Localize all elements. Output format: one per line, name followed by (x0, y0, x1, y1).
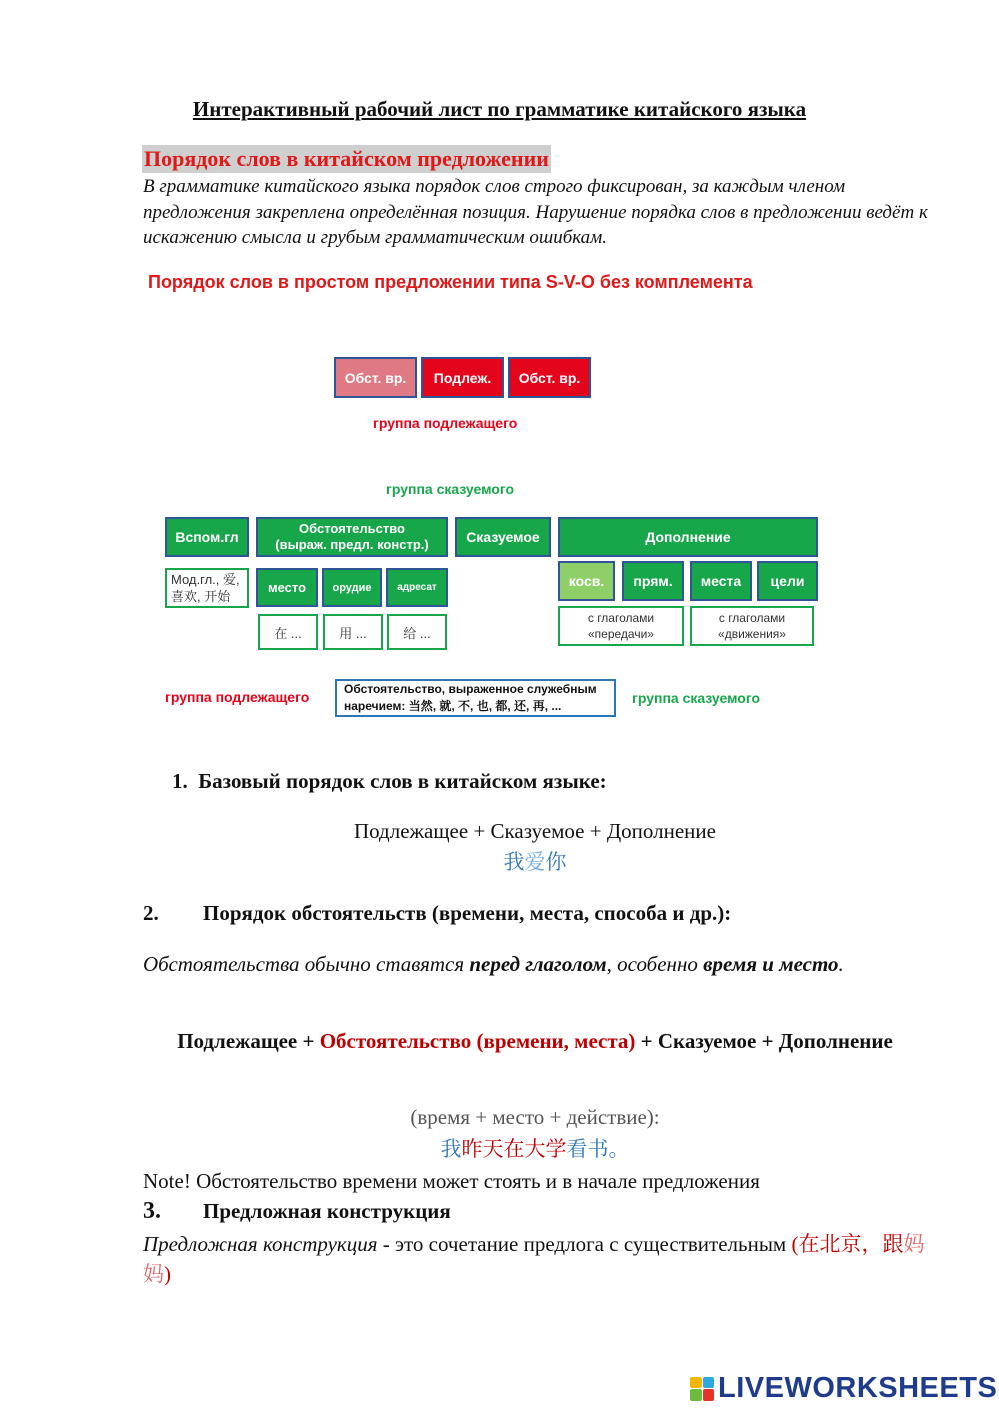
section-heading: Порядок слов в китайском предложении (144, 146, 549, 171)
item1-number: 1. (172, 769, 188, 793)
subject-box: Подлеж. (421, 357, 504, 398)
predicate-group-label: группа сказуемого (386, 481, 515, 497)
item1-example (0, 846, 999, 876)
object-place-box: места (690, 561, 752, 601)
item2-heading (143, 901, 731, 926)
object-indirect-box: косв. (558, 561, 615, 601)
intro-paragraph: В грамматике китайского языка порядок слов строго фиксирован, за каждым членом предложения закреплена определённая позиция. Нарушение порядка слов в предложении ведёт к искажению смысла и грубым грамматическим ошибкам. (143, 176, 928, 248)
note-text: Note! Обстоятельство времени может стоять и в начале предложения (143, 1169, 760, 1193)
object-box: Дополнение (558, 517, 818, 557)
adverbial-place-box: место (256, 568, 318, 607)
adverbial-addressee-example: 给 ... (387, 614, 447, 650)
item3-para-c: ( (791, 1232, 799, 1256)
item2-formula-a: Подлежащее + (177, 1029, 320, 1053)
adverbial-line1: Обстоятельство (299, 521, 405, 536)
adverbial-place-example: 在 ... (258, 614, 318, 650)
item3-paragraph (143, 1229, 933, 1289)
item1-heading-text: Базовый порядок слов в китайском языке: (198, 769, 607, 793)
aux-verb-examples (165, 568, 249, 608)
predicate-box: Сказуемое (455, 517, 551, 557)
item2-paragraph (143, 951, 927, 978)
item2-formula-c: + Сказуемое + Дополнение (635, 1029, 893, 1053)
object-direct-box: прям. (622, 561, 684, 601)
service-adverb-box (335, 679, 616, 717)
item2-formula-b: Обстоятельство (времени, места) (319, 1029, 636, 1053)
subject-group-label: группа подлежащего (373, 415, 518, 431)
item2-formula (143, 1028, 927, 1055)
item2-number: 2. (143, 901, 159, 925)
item1-formula: Подлежащее + Сказуемое + Дополнение (354, 819, 716, 843)
liveworksheets-logo (690, 1372, 997, 1405)
item2-para-b: перед глаголом (469, 952, 607, 976)
item3-para-a: Предложная конструкция (143, 1232, 378, 1256)
item3-para-d: 在北京，跟 (798, 1232, 904, 1256)
adverbial-instrument-box: орудие (322, 568, 382, 607)
example-subject: 我 (503, 850, 525, 874)
item3-para-e: 妈妈 (143, 1232, 925, 1286)
item2-heading-text: Порядок обстоятельств (времени, места, способа и др.): (203, 901, 732, 925)
item3-number: 3. (143, 1198, 161, 1224)
subject-time-adverbial-box-2: Обст. вр. (508, 357, 591, 398)
item3-heading (143, 1198, 451, 1225)
item2-para-d: время и место (703, 952, 839, 976)
item3-para-f: ) (164, 1262, 171, 1286)
adverbial-box (256, 517, 448, 557)
bottom-subject-group-label: группа подлежащего (165, 689, 310, 705)
item2-example-verb: 看书。 (566, 1137, 630, 1161)
aux-verb-examples-text: Мод.гл., 爱, 喜欢, 开始 (171, 572, 240, 604)
item2-example-subject: 我 (440, 1137, 462, 1161)
item3-heading-text: Предложная конструкция (203, 1199, 451, 1223)
example-verb: 爱 (524, 850, 546, 874)
adverbial-instrument-example: 用 ... (323, 614, 383, 650)
item2-sequence: (время + место + действие): (410, 1105, 660, 1129)
bottom-predicate-group-label: группа сказуемого (632, 690, 761, 706)
item2-example-adverbial: 昨天在大学 (461, 1137, 567, 1161)
aux-verb-box: Вспом.гл (165, 517, 249, 557)
diagram-title: Порядок слов в простом предложении типа S-V-O без комплемента (148, 272, 753, 292)
item1-heading (172, 769, 607, 794)
service-adverb-line2: наречием: 当然, 就, 不, 也, 都, 还, 再, ... (344, 699, 562, 713)
item2-para-c: , особенно (606, 952, 704, 976)
item2-example (0, 1133, 999, 1163)
liveworksheets-logo-icon (690, 1377, 714, 1401)
adverbial-line2: (выраж. предл. констр.) (275, 537, 429, 552)
object-note-motion: с глаголами «движения» (690, 606, 814, 646)
item2-para-a: Обстоятельства обычно ставятся (143, 952, 470, 976)
service-adverb-line1: Обстоятельство, выраженное служебным (344, 682, 597, 696)
subject-time-adverbial-box: Обст. вр. (334, 357, 417, 398)
adverbial-addressee-box: адресат (386, 568, 448, 607)
worksheet-title: Интерактивный рабочий лист по грамматике китайского языка (192, 97, 807, 121)
object-note-transfer: с глаголами «передачи» (558, 606, 684, 646)
logo-text: LIVEWORKSHEETS (718, 1372, 998, 1404)
example-object: 你 (545, 850, 567, 874)
object-goal-box: цели (757, 561, 818, 601)
item3-para-b: - это сочетание предлога с существительным (377, 1232, 792, 1256)
item2-para-e: . (838, 952, 844, 976)
